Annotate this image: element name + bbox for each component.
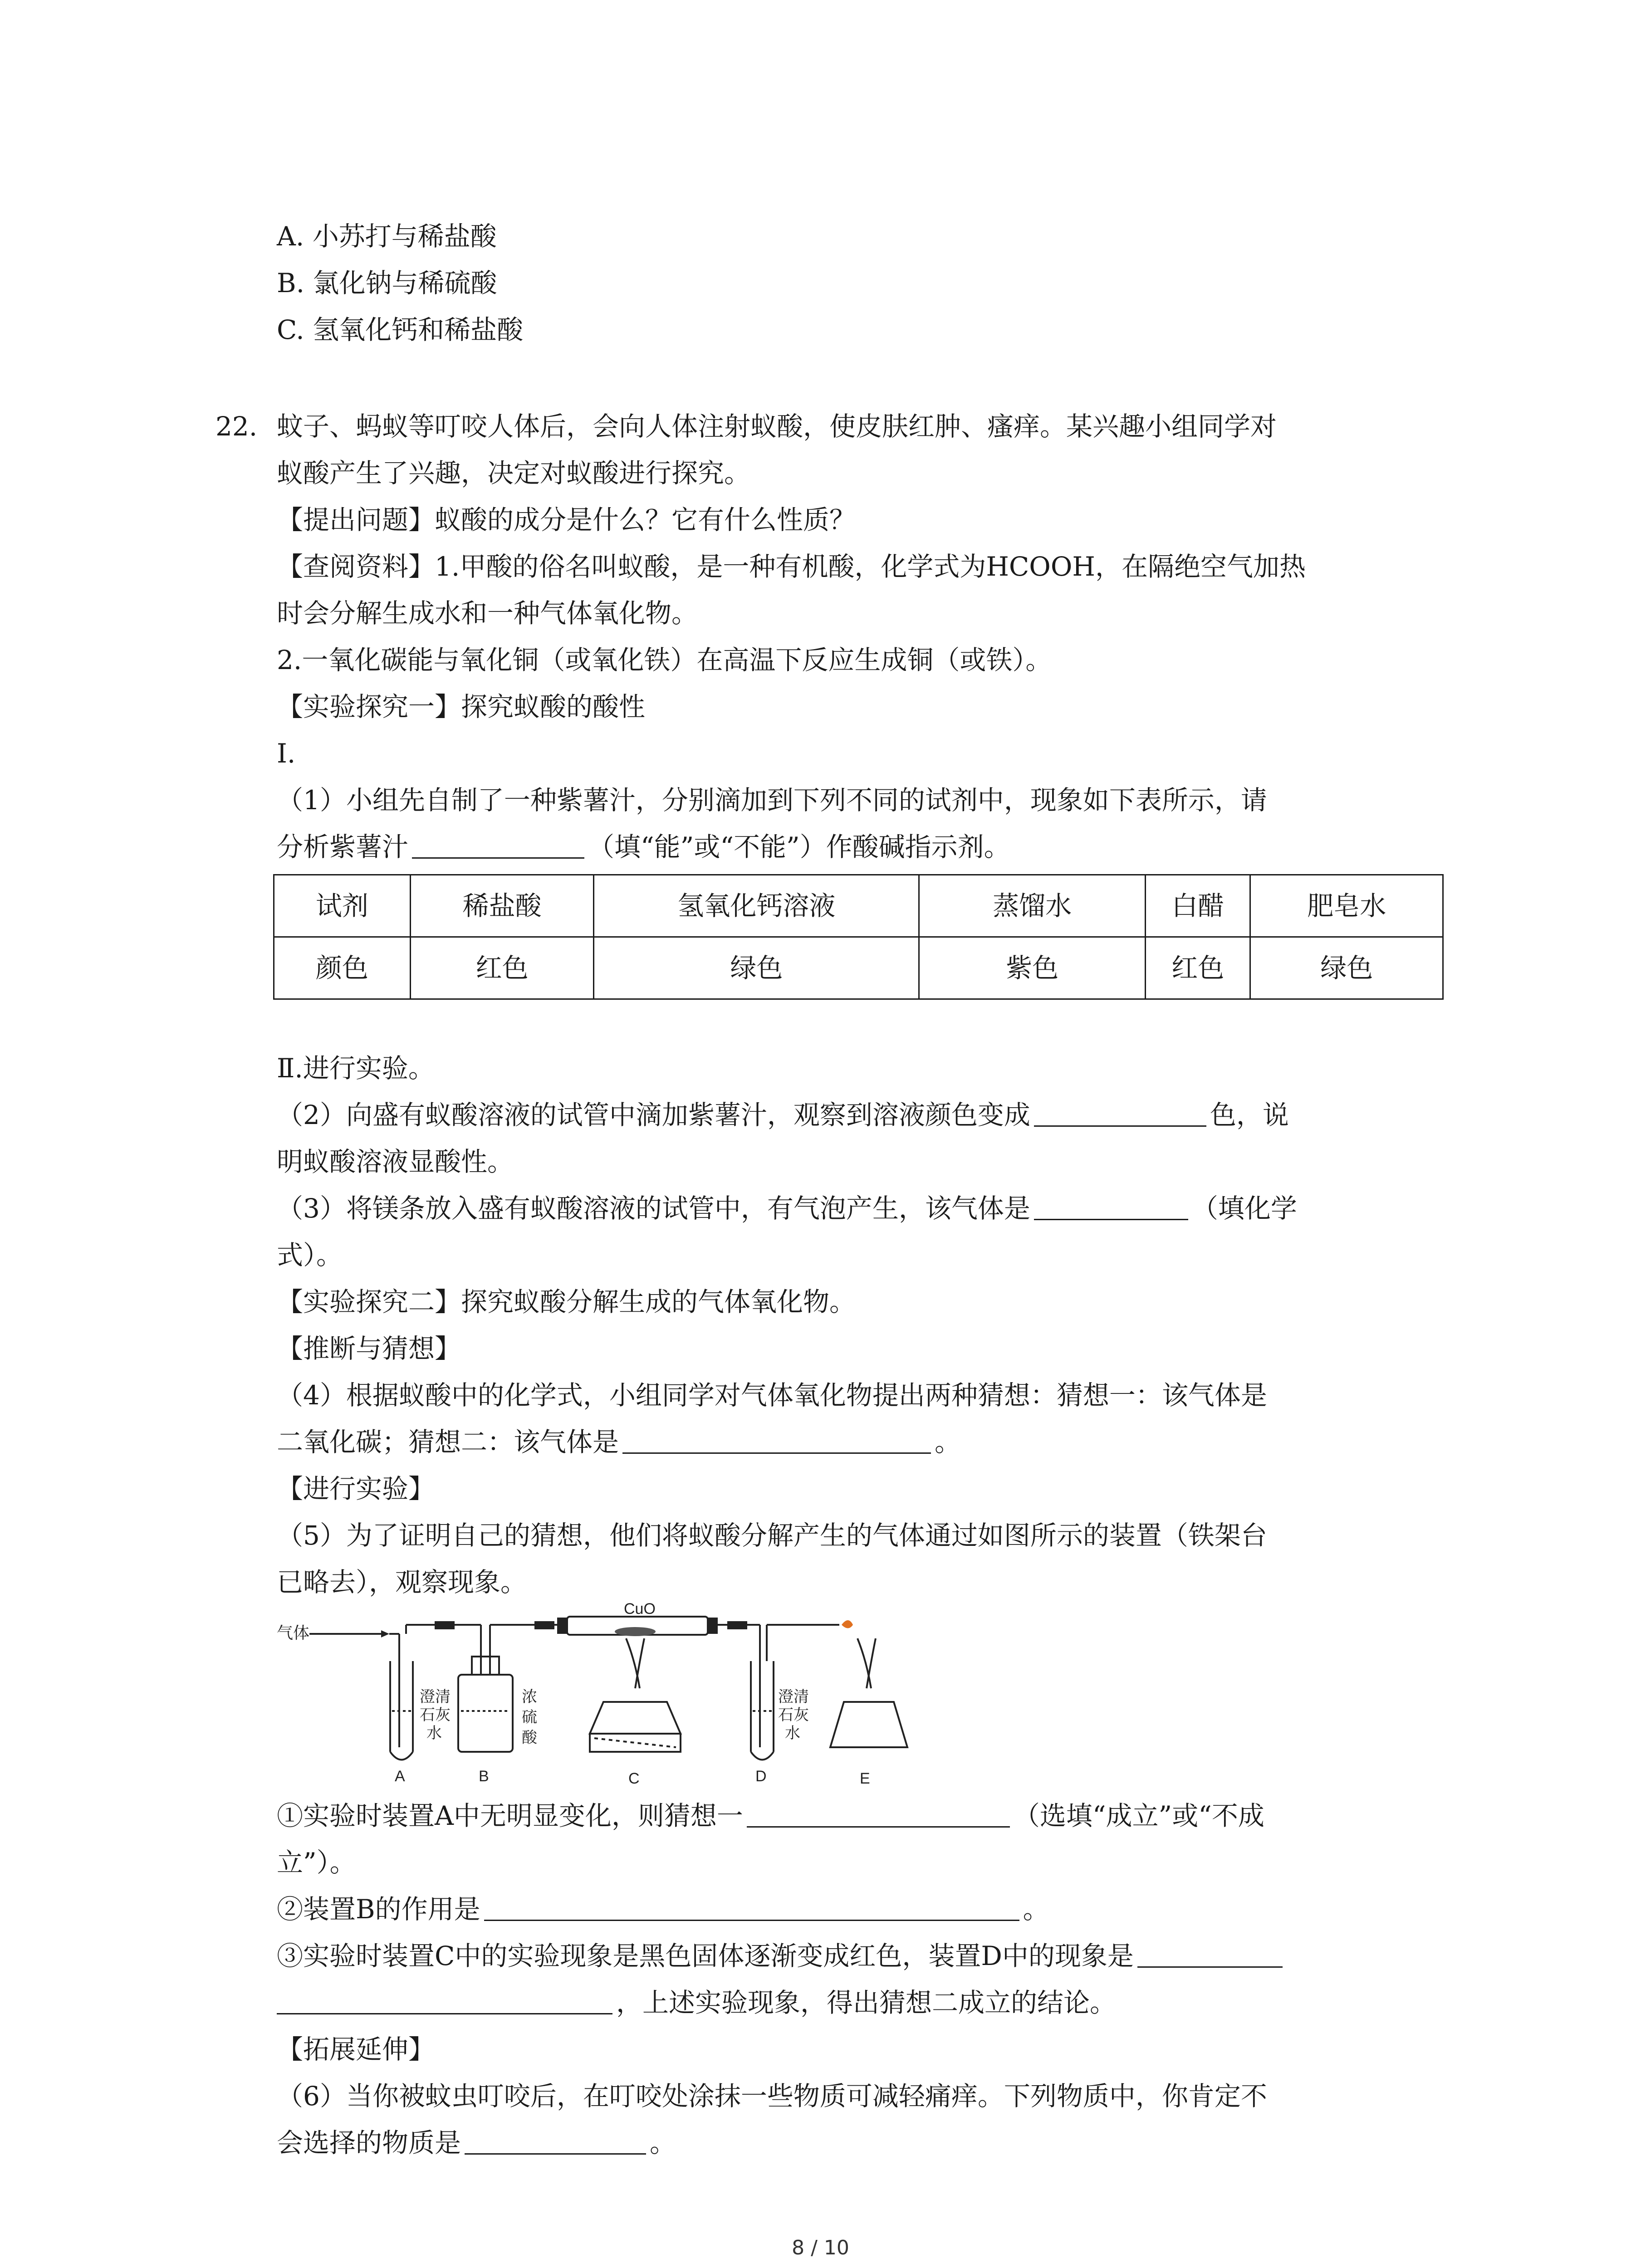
s1-line-b: 立”）。 [277,1847,356,1878]
a-text-3: 水 [426,1725,442,1742]
roman-2: Ⅱ.进行实验。 [277,1053,435,1084]
answer-blank-s3b[interactable] [277,1986,612,2014]
s1-text-post: （选填“成立”或“不成 [1013,1800,1264,1831]
q2-text-pre: （2）向盛有蚁酸溶液的试管中滴加紫薯汁，观察到溶液颜色变成 [277,1100,1030,1130]
q5-line-a: （5）为了证明自己的猜想，他们将蚁酸分解产生的气体通过如图所示的装置（铁架台 [277,1520,1267,1551]
q6-line-a: （6）当你被蚊虫叮咬后，在叮咬处涂抹一些物质可减轻痛痒。下列物质中，你肯定不 [277,2081,1267,2112]
q1-text-pre: 分析紫薯汁 [277,831,409,862]
guess-title: 【推断与猜想】 [277,1333,461,1364]
s3-line-b [277,1980,1456,2026]
label-a: A [395,1768,405,1785]
q4-text-pre: 二氧化碳；猜想二：该气体是 [277,1427,619,1457]
q1-line-a: （1）小组先自制了一种紫薯汁，分别滴加到下列不同的试剂中，现象如下表所示，请 [277,785,1267,816]
roman-1: Ⅰ. [277,738,296,769]
table-cell: 肥皂水 [1250,875,1443,937]
b-text-2: 硫 [522,1709,537,1726]
page-content [216,213,1456,2166]
q3-text-post: （填化学 [1191,1193,1297,1224]
table-cell: 红色 [1146,937,1250,999]
q1-text-post: （填“能”或“不能”）作酸碱指示剂。 [588,831,1010,862]
q6-line-b [277,2120,1456,2166]
s3-text-post: ，上述实验现象，得出猜想二成立的结论。 [616,1987,1117,2018]
a-text-2: 石灰 [420,1706,451,1724]
table-cell: 稀盐酸 [410,875,594,937]
problem-line: 【提出问题】蚁酸的成分是什么？它有什么性质？ [277,504,856,535]
reference-line-3: 2.一氧化碳能与氧化铜（或氧化铁）在高温下反应生成铜（或铁）。 [277,645,1052,675]
gas-label: 气体 [277,1623,310,1642]
extension-title: 【拓展延伸】 [277,2034,435,2065]
s2-line [277,1886,1456,1933]
answer-blank-q4[interactable] [622,1425,931,1454]
table-cell: 试剂 [274,875,411,937]
table-cell: 绿色 [1250,937,1443,999]
page-number: 8 / 10 [792,2236,849,2259]
cuo-label: CuO [624,1600,656,1618]
table-cell: 紫色 [919,937,1146,999]
table-cell: 颜色 [274,937,411,999]
question-number: 22. [216,411,258,442]
q2-text-post: 色，说 [1210,1100,1289,1130]
s3-line-a [277,1933,1456,1980]
q3-line-a [277,1185,1456,1232]
label-d: D [755,1768,767,1785]
d-text-1: 澄清 [778,1688,809,1706]
experiment-2-title: 【实验探究二】探究蚁酸分解生成的气体氧化物。 [277,1286,856,1317]
do-experiment-title: 【进行实验】 [277,1473,435,1504]
apparatus-figure [277,1600,966,1793]
s3-text-pre: ③实验时装置C中的实验现象是黑色固体逐渐变成红色，装置D中的现象是 [277,1941,1134,1971]
answer-blank-q6[interactable] [465,2126,646,2155]
q5-line-b: 已略去），观察现象。 [277,1567,527,1598]
label-c: C [628,1770,640,1787]
q3-line-b: 式）。 [277,1240,343,1271]
q2-line-a [277,1092,1456,1139]
table-cell: 氢氧化钙溶液 [594,875,919,937]
q1-line-b [277,824,1456,870]
s2-text-pre: ②装置B的作用是 [277,1894,480,1925]
question-22 [216,403,1456,2166]
table-cell: 白醋 [1146,875,1250,937]
apparatus-diagram [277,1600,966,1793]
q6-text-pre: 会选择的物质是 [277,2127,461,2158]
option-b: B. 氯化钠与稀硫酸 [277,268,497,298]
table-cell: 蒸馏水 [919,875,1146,937]
option-c: C. 氢氧化钙和稀盐酸 [277,314,524,345]
answer-blank-q3[interactable] [1034,1192,1188,1220]
experiment-1-title: 【实验探究一】探究蚁酸的酸性 [277,691,646,722]
answer-blank-q2[interactable] [1034,1098,1206,1127]
b-text-1: 浓 [522,1688,537,1706]
intro-line-1: 蚊子、蚂蚁等叮咬人体后，会向人体注射蚁酸，使皮肤红肿、瘙痒。某兴趣小组同学对 [277,411,1277,442]
reference-line-1: 【查阅资料】1.甲酸的俗名叫蚁酸，是一种有机酸，化学式为HCOOH，在隔绝空气加热 [277,551,1306,582]
q4-line-b [277,1419,1456,1466]
table-cell: 红色 [410,937,594,999]
answer-blank-s3a[interactable] [1137,1939,1283,1968]
reference-line-2: 时会分解生成水和一种气体氧化物。 [277,598,698,629]
q4-text-post: 。 [935,1427,961,1457]
a-text-1: 澄清 [420,1688,451,1706]
q4-line-a: （4）根据蚁酸中的化学式，小组同学对气体氧化物提出两种猜想：猜想一：该气体是 [277,1380,1267,1411]
option-a: A. 小苏打与稀盐酸 [277,221,497,252]
table-cell: 绿色 [594,937,919,999]
label-b: B [479,1768,489,1785]
s1-text-pre: ①实验时装置A中无明显变化，则猜想一 [277,1800,743,1831]
q2-line-b: 明蚁酸溶液显酸性。 [277,1146,514,1177]
answer-blank-s2[interactable] [484,1892,1019,1921]
b-text-3: 酸 [522,1729,537,1746]
s1-line-a [277,1793,1456,1839]
q6-text-post: 。 [650,2127,676,2158]
s2-text-post: 。 [1023,1894,1049,1925]
reagent-table [273,874,1444,1000]
answer-blank-q1[interactable] [412,830,584,859]
label-e: E [860,1770,870,1787]
d-text-2: 石灰 [778,1706,809,1724]
d-text-3: 水 [785,1725,800,1742]
table-row [274,937,1443,999]
table-row [274,875,1443,937]
intro-line-2: 蚁酸产生了兴趣，决定对蚁酸进行探究。 [277,458,751,489]
answer-blank-s1[interactable] [747,1799,1010,1828]
q3-text-pre: （3）将镁条放入盛有蚁酸溶液的试管中，有气泡产生，该气体是 [277,1193,1030,1224]
